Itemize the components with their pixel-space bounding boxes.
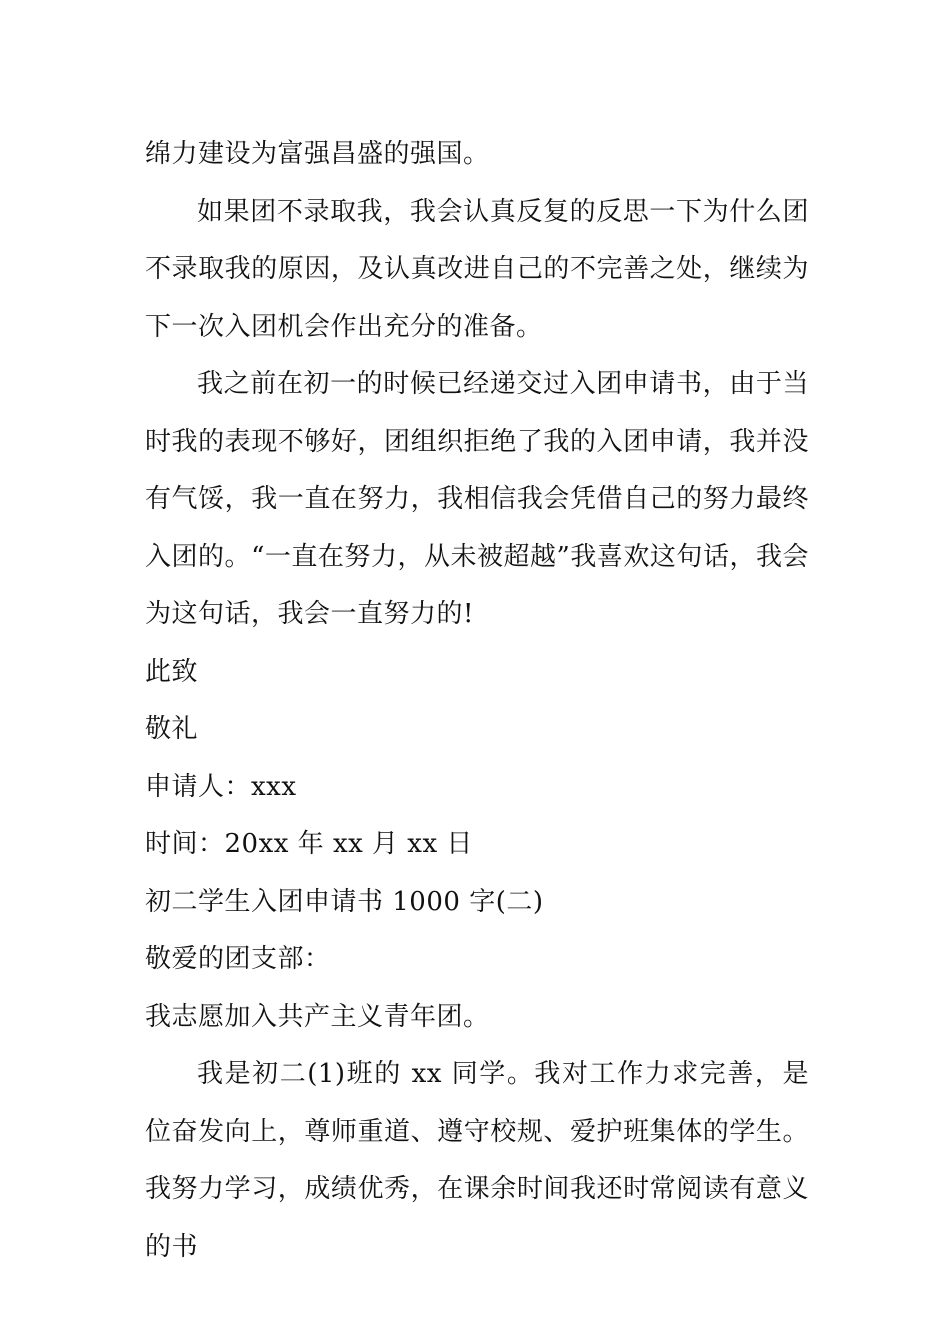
paragraph-if-not-admitted: 如果团不录取我，我会认真反复的反思一下为什么团不录取我的原因，及认真改进自己的不完善之处，继续为下一次入团机会作出充分的准备。: [145, 196, 809, 342]
volunteer-statement: 我志愿加入共产主义青年团。: [145, 1001, 490, 1032]
paragraph-continuation: 绵力建设为富强昌盛的强国。: [145, 139, 490, 169]
document-body: [145, 126, 809, 1276]
date-line: 时间：20xx 年 xx 月 xx 日: [145, 829, 473, 859]
greeting-line: 敬爱的团支部：: [145, 944, 331, 974]
applicant-line: 申请人：xxx: [145, 771, 297, 802]
paragraph-self-introduction: 我是初二(1)班的 xx 同学。我对工作力求完善，是位奋发向上，尊师重道、遵守校规、爱护班集体的学生。我努力学习，成绩优秀，在课余时间我还时常阅读有意义的书: [145, 1059, 809, 1262]
closing-regards: 敬礼: [145, 714, 199, 744]
paragraph-previous-application: 我之前在初一的时候已经递交过入团申请书，由于当时我的表现不够好，团组织拒绝了我的入团申请，我并没有气馁，我一直在努力，我相信我会凭借自己的努力最终入团的。“一直在努力，从未被超越”我喜欢这句话，我会为这句话，我会一直努力的!: [145, 369, 809, 629]
closing-salutation: 此致: [145, 656, 199, 687]
section-title: 初二学生入团申请书 1000 字(二): [145, 886, 544, 917]
